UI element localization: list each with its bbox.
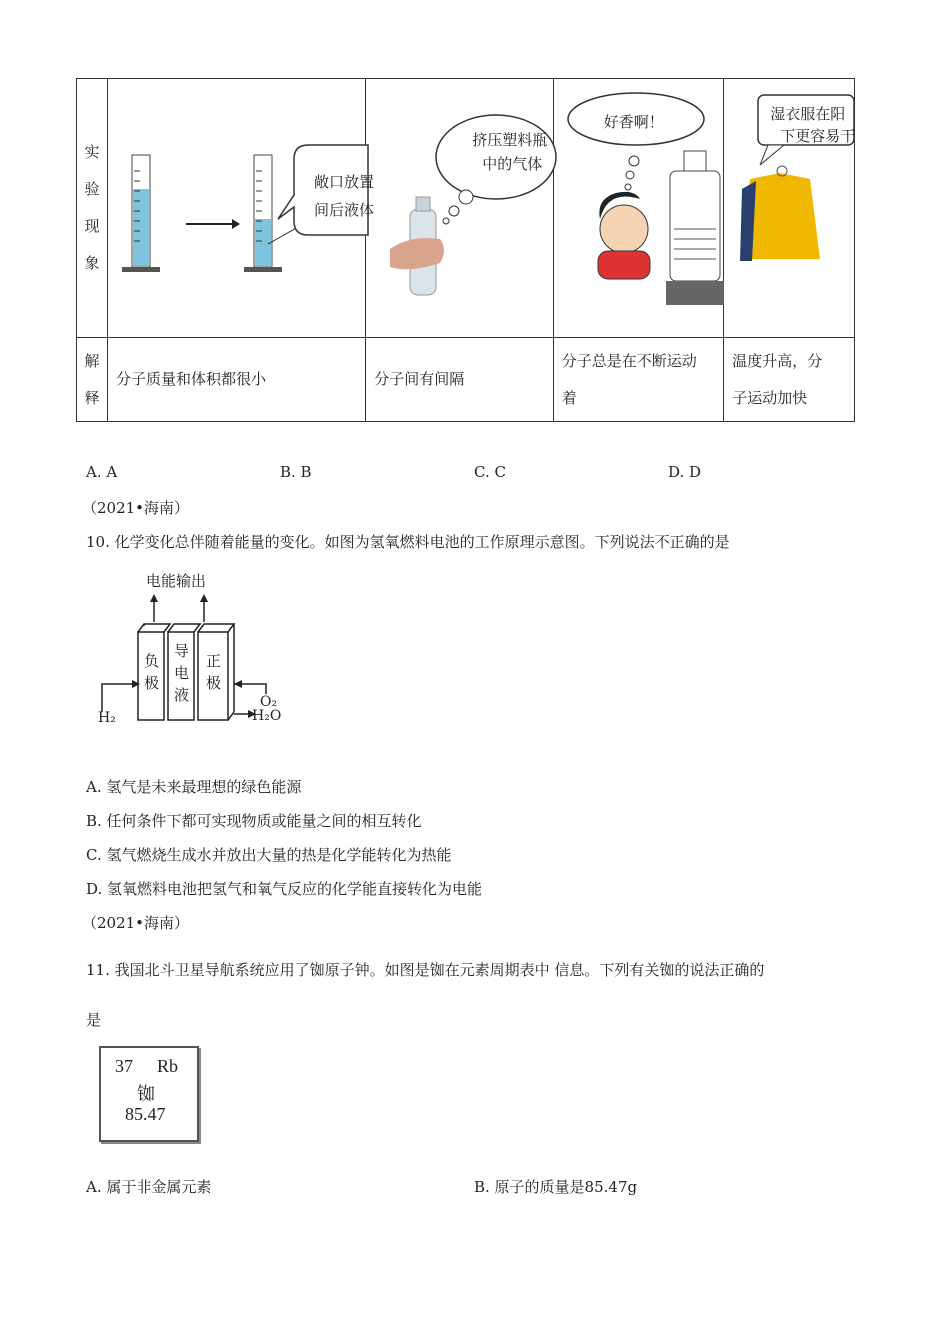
q11-option-a[interactable]: A. 属于非金属元素	[86, 1178, 212, 1196]
clothes-picture	[724, 79, 855, 338]
q11-stem: 11. 我国北斗卫星导航系统应用了铷原子钟。如图是铷在元素周期表中 信息。下列有关铷的说法正确的	[86, 961, 765, 979]
element-symbol: Rb	[157, 1056, 179, 1076]
explanation-a: 分子质量和体积都很小	[107, 338, 365, 422]
fuel-cell-diagram	[96, 566, 296, 736]
bottle-picture	[366, 79, 553, 338]
bubble-text: 中的气体	[482, 155, 543, 173]
bubble-text: 间后液体	[313, 201, 374, 219]
diagram-o2: O₂	[260, 694, 278, 710]
q9-option-b[interactable]: B. B	[280, 463, 312, 481]
diagram-pos: 正 极	[206, 652, 222, 692]
explanation-c: 分子总是在不断运动 着	[553, 338, 724, 422]
diagram-output-label: 电能输出	[146, 572, 207, 590]
bubble-text: 敞口放置	[313, 173, 374, 191]
element-mass: 85.47	[125, 1104, 166, 1124]
bubble-text: 挤压塑料瓶	[472, 131, 548, 149]
q10-option-a[interactable]: A. 氢气是未来最理想的绿色能源	[86, 778, 302, 796]
explanation-b: 分子间有间隔	[366, 338, 553, 422]
q10-option-d[interactable]: D. 氢氧燃料电池把氢气和氧气反应的化学能直接转化为电能	[86, 880, 483, 898]
source-tag: （2021•海南）	[82, 914, 190, 932]
q10-option-c[interactable]: C. 氢气燃烧生成水并放出大量的热是化学能转化为热能	[86, 846, 452, 864]
element-number: 37	[115, 1056, 133, 1076]
q9-option-d[interactable]: D. D	[668, 463, 702, 481]
row-label-explanation: 解 释	[77, 338, 108, 422]
bubble-text: 好香啊！	[603, 113, 664, 131]
q9-option-a[interactable]: A. A	[86, 463, 118, 481]
q9-option-c[interactable]: C. C	[474, 463, 506, 481]
element-name: 铷	[137, 1084, 155, 1104]
experiment-table	[76, 78, 855, 422]
bubble-text: 湿衣服在阳	[770, 105, 846, 123]
explanation-d: 温度升高，分 子运动加快	[724, 338, 855, 422]
diagram-neg: 负 极	[144, 652, 160, 692]
cylinder-picture	[107, 79, 374, 338]
perfume-picture	[553, 79, 724, 338]
bubble-text: 下更容易干	[780, 127, 856, 145]
diagram-h2o: H₂O	[252, 708, 282, 724]
q10-stem: 10. 化学变化总伴随着能量的变化。如图为氢氧燃料电池的工作原理示意图。下列说法不正确的是	[86, 533, 730, 551]
diagram-mid: 导 电 液	[174, 642, 190, 704]
q10-option-b[interactable]: B. 任何条件下都可实现物质或能量之间的相互转化	[86, 812, 422, 830]
q11-stem-cont: 是	[86, 1011, 102, 1029]
q11-option-b[interactable]: B. 原子的质量是85.47g	[474, 1178, 638, 1196]
element-card	[99, 1046, 199, 1142]
row-label-phenomenon: 实 验 现 象	[77, 79, 108, 338]
diagram-h2: H₂	[98, 710, 116, 726]
source-tag: （2021•海南）	[82, 499, 190, 517]
